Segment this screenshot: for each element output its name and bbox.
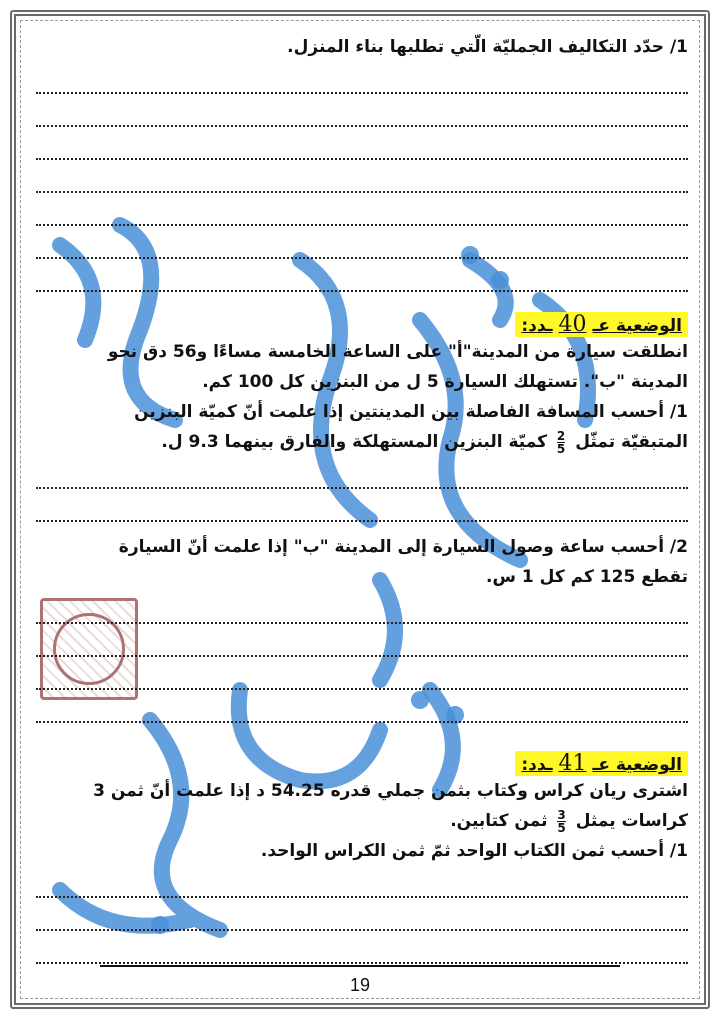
answer-line: [36, 658, 688, 690]
answer-line: [36, 227, 688, 259]
section-header-41: الوضعية عـ41ـدد:: [36, 745, 688, 776]
question-text: 2/ أحسب ساعة وصول السيارة إلى المدينة "ب" إذا علمت أنّ السيارة: [118, 537, 688, 557]
answer-line: [36, 899, 688, 931]
answer-line: [36, 194, 688, 226]
section-header-40: الوضعية عـ40ـدد:: [36, 306, 688, 337]
problem-text: انطلقت سيارة من المدينة"أ" على الساعة الخامسة مساءًا و56 دق نحو: [107, 342, 688, 362]
section-number: 41: [558, 751, 587, 776]
answer-line: [36, 592, 688, 624]
problem-text: اشترى ريان كراس وكتاب بثمن جملي قدره 54.25 د إذا علمت أنّ ثمن 3: [93, 781, 688, 801]
fraction: $\frac{3}{5}$: [557, 807, 566, 835]
worksheet-content: [36, 32, 688, 965]
answer-line: [36, 95, 688, 127]
answer-line: [36, 490, 688, 522]
answer-line: [36, 625, 688, 657]
answer-line: [36, 260, 688, 292]
answer-line: [36, 866, 688, 898]
problem-text: كراسات يمثل $\frac{3}{5}$ ثمن كتابين.: [450, 807, 688, 835]
answer-line: [36, 161, 688, 193]
page-number: 19: [349, 975, 371, 995]
answer-line: [36, 128, 688, 160]
answer-line: [36, 62, 688, 94]
question-text: 1/ أحسب المسافة الفاصلة بين المدينتين إذا علمت أنّ كميّة البنزين: [134, 402, 688, 422]
answer-line: [36, 457, 688, 489]
footer-rule: [100, 965, 620, 967]
fraction: $\frac{2}{5}$: [556, 428, 566, 456]
answer-line: [36, 932, 688, 964]
problem-text: المدينة "ب". تستهلك السيارة 5 ل من البنزين كل 100 كم.: [202, 372, 688, 392]
question-text: تقطع 125 كم كل 1 س.: [486, 567, 688, 587]
answer-line: [36, 691, 688, 723]
question-text: المتبقيّة تمثّل $\frac{2}{5}$ كميّة البنزين المستهلكة والفارق بينهما 9.3 ل.: [161, 428, 688, 456]
question-text: 1/ حدّد التكاليف الجمليّة الّتي تطلبها بناء المنزل.: [287, 37, 688, 57]
question-text: 1/ أحسب ثمن الكتاب الواحد ثمّ ثمن الكراس الواحد.: [260, 841, 688, 861]
section-number: 40: [558, 312, 587, 337]
